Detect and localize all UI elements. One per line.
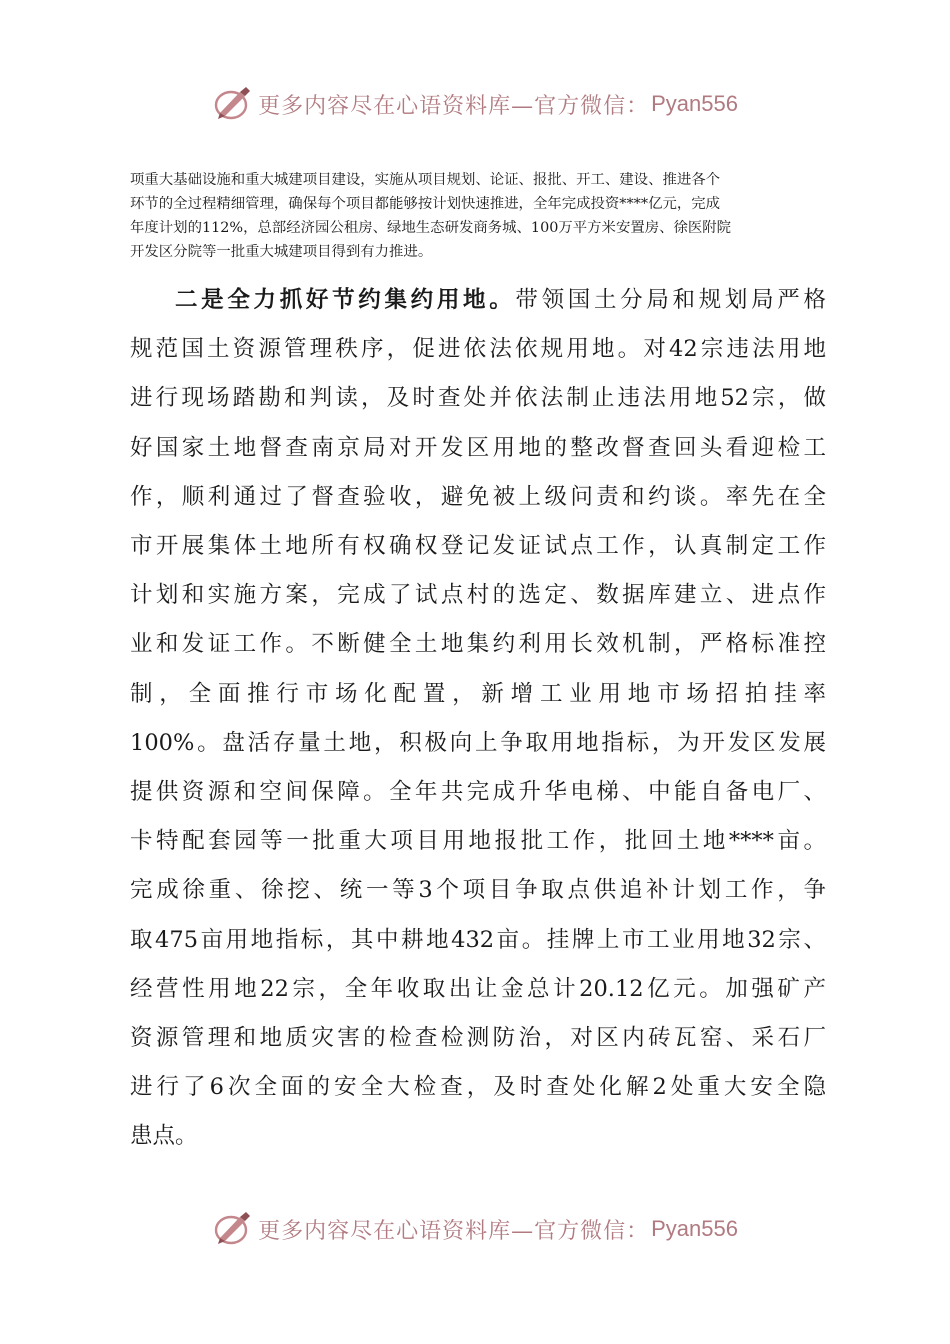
main-line: 制，全面推行市场化配置，新增工业用地市场招拍挂率	[130, 680, 826, 707]
intro-line: 年度计划的112%，总部经济园公租房、绿地生态研发商务城、100万平方米安置房、徐医附院	[130, 220, 732, 236]
intro-line: 项重大基础设施和重大城建项目建设，实施从项目规划、论证、报批、开工、建设、推进各个	[130, 172, 721, 188]
main-line: 卡特配套园等一批重大项目用地报批工作，批回土地****亩。	[130, 828, 826, 855]
footer-brand-text: 更多内容尽在心语资料库—官方微信：	[258, 1218, 650, 1244]
main-line: 进行现场踏勘和判读，及时查处并依法制止违法用地52宗，做	[130, 385, 826, 412]
main-first-line	[130, 276, 826, 325]
intro-line: 开发区分院等一批重大城建项目得到有力推进。	[130, 244, 433, 260]
footer-banner	[0, 1205, 950, 1253]
main-line: 取475亩用地指标，其中耕地432亩。挂牌上市工业用地32宗、	[130, 926, 826, 953]
main-line: 市开展集体土地所有权确权登记发证试点工作，认真制定工作	[130, 533, 826, 560]
pen-logo-icon	[212, 83, 254, 125]
main-line: 患点。	[130, 1123, 198, 1150]
pen-logo-icon	[212, 1208, 254, 1250]
main-line: 作，顺利通过了督查验收，避免被上级问责和约谈。率先在全	[130, 483, 826, 510]
main-line: 资源管理和地质灾害的检查检测防治，对区内砖瓦窑、采石厂	[130, 1025, 826, 1052]
main-line: 业和发证工作。不断健全土地集约利用长效机制，严格标准控	[130, 631, 826, 658]
main-line: 完成徐重、徐挖、统一等3个项目争取点供追补计划工作，争	[130, 877, 826, 904]
main-line: 经营性用地22宗，全年收取出让金总计20.12亿元。加强矿产	[130, 975, 826, 1002]
main-line: 好国家土地督查南京局对开发区用地的整改督查回头看迎检工	[130, 434, 826, 461]
header-banner	[0, 80, 950, 128]
main-line: 进行了6次全面的安全大检查，及时查处化解2处重大安全隐	[130, 1074, 826, 1101]
footer-wechat-handle: Pyan556	[651, 1216, 738, 1241]
intro-line: 环节的全过程精细管理，确保每个项目都能够按计划快速推进，全年完成投资****亿元，完成	[130, 196, 721, 212]
main-line: 100%。盘活存量土地，积极向上争取用地指标，为开发区发展	[130, 729, 826, 756]
main-paragraph	[130, 276, 826, 1162]
main-line: 提供资源和空间保障。全年共完成升华电梯、中能自备电厂、	[130, 779, 826, 806]
first-line-text: 带领国土分局和规划局严格	[515, 287, 826, 313]
intro-paragraph	[130, 168, 826, 264]
section-heading: 二是全力抓好节约集约用地。	[175, 287, 516, 313]
main-line: 计划和实施方案，完成了试点村的选定、数据库建立、进点作	[130, 582, 826, 609]
header-wechat-handle: Pyan556	[651, 91, 738, 116]
main-line: 规范国土资源管理秩序，促进依法依规用地。对42宗违法用地	[130, 336, 826, 363]
header-brand-text: 更多内容尽在心语资料库—官方微信：	[258, 93, 650, 119]
